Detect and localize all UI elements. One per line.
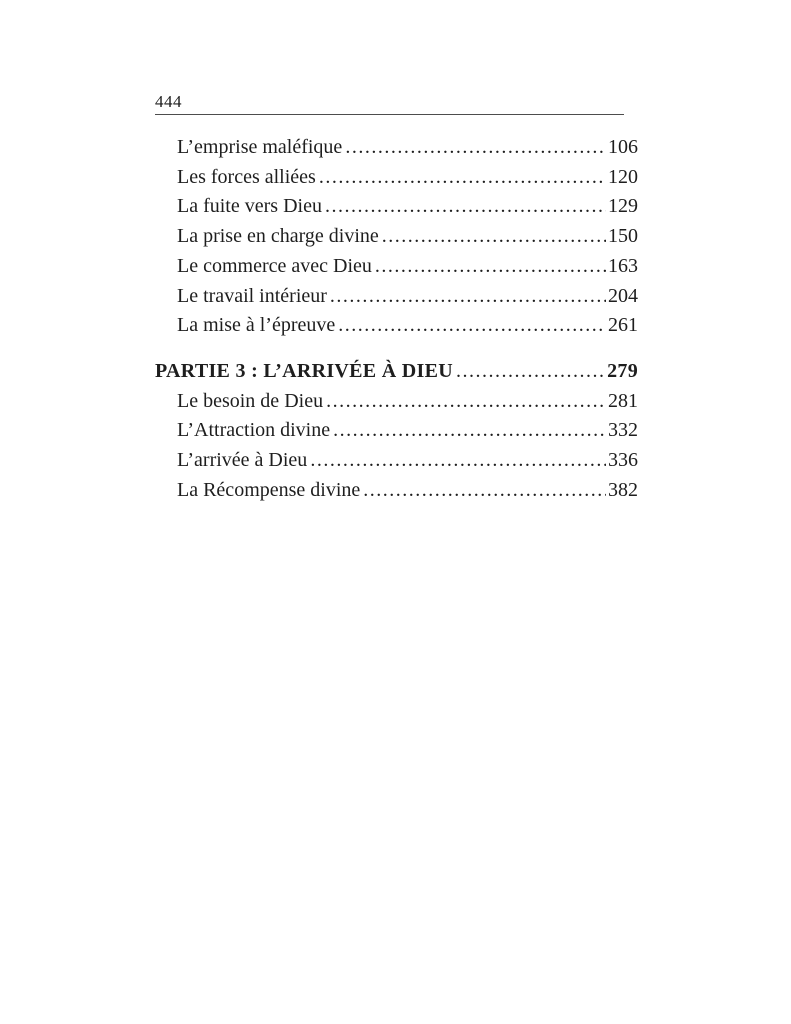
toc-entry bbox=[155, 416, 638, 446]
page-number-folio: 444 bbox=[155, 92, 182, 111]
toc-entry-page: 120 bbox=[608, 165, 638, 188]
toc-entry-label: La Récompense divine bbox=[177, 478, 361, 501]
toc-leader-dots bbox=[330, 282, 606, 312]
toc-entry-page: 382 bbox=[608, 478, 638, 501]
toc-entry-page: 129 bbox=[608, 195, 638, 218]
toc-entry-label: La prise en charge divine bbox=[177, 225, 379, 248]
toc-entry bbox=[155, 133, 638, 163]
toc-entry-label: Les forces alliées bbox=[177, 165, 316, 188]
toc-leader-dots bbox=[310, 446, 606, 476]
toc-entry-label: Le commerce avec Dieu bbox=[177, 254, 372, 277]
toc-entry bbox=[155, 192, 638, 222]
toc-entry bbox=[155, 252, 638, 282]
toc-entry bbox=[155, 163, 638, 193]
toc-entry bbox=[155, 446, 638, 476]
toc-entry-page: 163 bbox=[608, 254, 638, 277]
toc-entry bbox=[155, 282, 638, 312]
toc-entry-page: 281 bbox=[608, 389, 638, 412]
toc-leader-dots bbox=[325, 192, 606, 222]
toc-entry-label: L’arrivée à Dieu bbox=[177, 449, 308, 472]
toc-entry bbox=[155, 222, 638, 252]
toc-part-heading bbox=[155, 357, 638, 387]
toc-part-heading-label: PARTIE 3 : L’ARRIVÉE À DIEU bbox=[155, 359, 453, 382]
toc-leader-dots bbox=[363, 476, 606, 506]
toc-entry-page: 332 bbox=[608, 419, 638, 442]
toc-entry-page: 106 bbox=[608, 136, 638, 158]
toc-leader-dots bbox=[345, 133, 606, 163]
toc-entry-label: Le travail intérieur bbox=[177, 284, 327, 307]
toc-leader-dots bbox=[338, 311, 606, 341]
toc-leader-dots bbox=[333, 416, 606, 446]
toc-entry-label: Le besoin de Dieu bbox=[177, 389, 324, 412]
toc-leader-dots bbox=[319, 163, 606, 193]
toc-leader-dots bbox=[375, 252, 606, 282]
toc-entry-page: 261 bbox=[608, 314, 638, 337]
toc-entry bbox=[155, 476, 638, 506]
toc-entry-label: La mise à l’épreuve bbox=[177, 314, 336, 337]
toc-entry-page: 204 bbox=[608, 284, 638, 307]
toc-entry-page: 336 bbox=[608, 449, 638, 472]
toc-entry-label: L’Attraction divine bbox=[177, 419, 331, 442]
toc-entry bbox=[155, 387, 638, 417]
toc-leader-dots bbox=[456, 357, 605, 387]
table-of-contents bbox=[155, 133, 638, 505]
page-header bbox=[155, 91, 624, 115]
toc-entry-page: 150 bbox=[608, 225, 638, 248]
toc-leader-dots bbox=[382, 222, 606, 252]
toc-entry-label: L’emprise maléfique bbox=[177, 136, 343, 158]
toc-part-heading-page: 279 bbox=[607, 359, 638, 382]
toc-entry-label: La fuite vers Dieu bbox=[177, 195, 322, 218]
toc-entry bbox=[155, 311, 638, 341]
toc-leader-dots bbox=[326, 387, 606, 417]
